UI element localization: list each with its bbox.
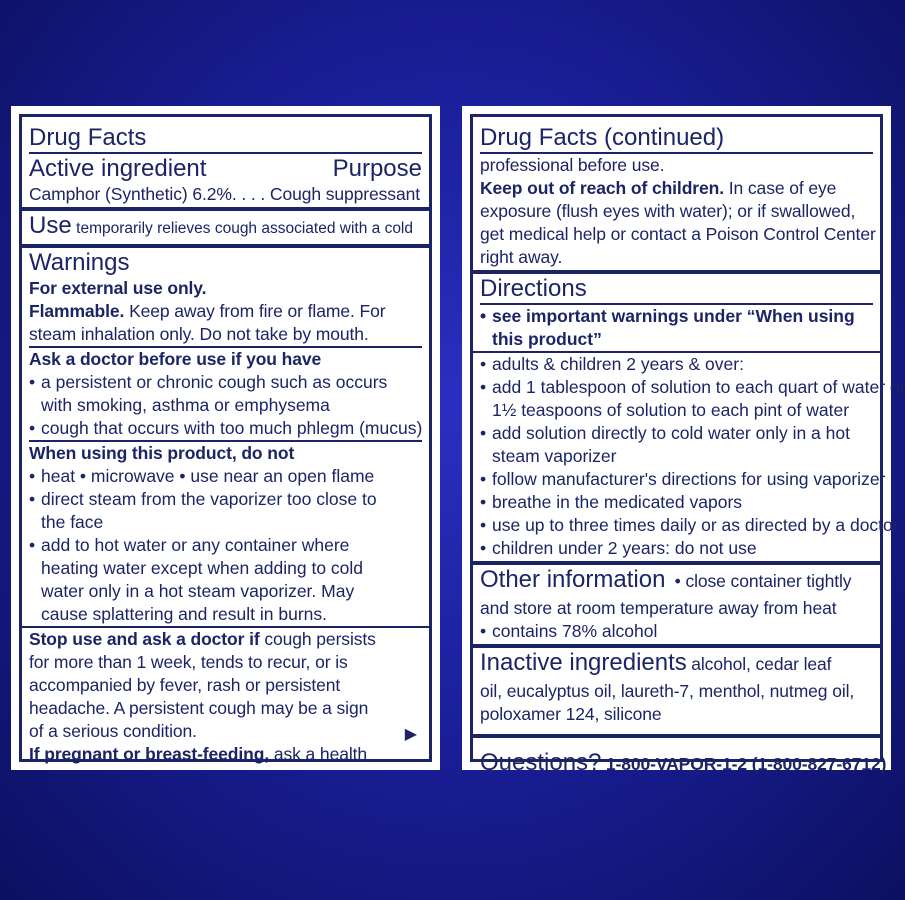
list-item-cont: with smoking, asthma or emphysema (41, 395, 330, 415)
questions-header: Questions? (480, 749, 602, 776)
list-item-cont: cause splattering and result in burns. (22, 603, 429, 628)
keep-out-line-3: get medical help or contact a Poison Control Center (480, 224, 876, 244)
list-item: • use up to three times daily or as directed by a doctor. (480, 515, 903, 535)
other-info-line-1: • close container tightly (669, 571, 852, 591)
list-item: • direct steam from the vaporizer too close to (29, 489, 377, 509)
inactive-line-2: oil, eucalyptus oil, laureth-7, menthol, nutmeg oil, (480, 681, 855, 701)
list-item-cont: steam vaporizer (492, 446, 617, 466)
keep-out-line: Keep out of reach of children. In case of eye (480, 178, 837, 198)
list-item: • adults & children 2 years & over: (480, 354, 744, 374)
questions-section (480, 748, 887, 780)
inactive-section (480, 648, 873, 680)
stop-use-line: Stop use and ask a doctor if cough persists (29, 629, 376, 649)
purpose-header: Purpose (332, 155, 422, 182)
list-item: • cough that occurs with too much phlegm (mucus) (29, 417, 422, 442)
steam-inhalation-line: steam inhalation only. Do not take by mouth. (29, 323, 422, 348)
use-header: Use (29, 212, 72, 239)
list-item: • see important warnings under “When using (480, 306, 855, 326)
other-info-line-2: and store at room temperature away from heat (480, 598, 837, 618)
flammable-line: Flammable. Keep away from fire or flame. For (29, 301, 386, 321)
when-using-header: When using this product, do not (29, 443, 295, 463)
list-item: • contains 78% alcohol (480, 621, 658, 641)
directions-header: Directions (480, 274, 873, 305)
active-ingredient-header-row (29, 154, 422, 183)
questions-phone: 1-800-VAPOR-1-2 (1-800-827-6712) (605, 754, 887, 774)
external-use-line: For external use only. (29, 278, 207, 298)
list-item-cont: this product” (473, 328, 880, 353)
drug-facts-title: Drug Facts (29, 123, 422, 154)
warnings-header: Warnings (29, 249, 130, 276)
drug-facts-panel-left (11, 106, 440, 770)
ingredient-line: Camphor (Synthetic) 6.2%. . . . Cough suppressant (29, 184, 420, 204)
inactive-header: Inactive ingredients (480, 649, 687, 676)
list-item: • children under 2 years: do not use (480, 538, 757, 558)
keep-out-line-2: exposure (flush eyes with water); or if swallowed, (480, 201, 856, 221)
other-info-section (480, 565, 873, 597)
stop-use-line-2: for more than 1 week, tends to recur, or is (29, 652, 348, 672)
pregnant-line: If pregnant or breast-feeding, ask a health (29, 744, 368, 764)
list-item: • add 1 tablespoon of solution to each quart of water or (480, 377, 905, 397)
other-info-header: Other information (480, 566, 666, 593)
list-item-cont: water only in a hot steam vaporizer. May (41, 581, 355, 601)
active-ingredient-header: Active ingredient (29, 155, 207, 182)
drug-facts-panel-right (462, 106, 905, 776)
ask-doctor-header: Ask a doctor before use if you have (29, 349, 322, 369)
use-section (29, 211, 422, 243)
list-item: • a persistent or chronic cough such as occurs (29, 372, 388, 392)
drug-facts-frame-right (470, 114, 905, 776)
list-item-cont: the face (41, 512, 104, 532)
use-text: temporarily relieves cough associated with a cold (76, 220, 414, 237)
inactive-line-3: poloxamer 124, silicone (480, 704, 662, 724)
list-item: • follow manufacturer's directions for using vaporizer (480, 469, 886, 489)
list-item-cont: heating water except when adding to cold (41, 558, 364, 578)
drug-facts-frame-left (19, 114, 432, 762)
list-item: • add to hot water or any container where (29, 535, 350, 555)
continue-arrow-icon: ▶ (404, 726, 417, 743)
list-item: • heat • microwave • use near an open flame (29, 466, 375, 486)
stop-use-line-5: of a serious condition. (29, 721, 197, 741)
list-item: • breathe in the medicated vapors (480, 492, 743, 512)
list-item-cont: 1½ teaspoons of solution to each pint of water (492, 400, 850, 420)
stop-use-line-4: headache. A persistent cough may be a sign (29, 698, 369, 718)
keep-out-line-4: right away. (480, 247, 563, 267)
drug-facts-continued-title: Drug Facts (continued) (480, 123, 873, 154)
inactive-line-1: alcohol, cedar leaf (691, 654, 832, 674)
list-item: • add solution directly to cold water only in a hot (480, 423, 850, 443)
continued-line: professional before use. (480, 155, 665, 175)
stop-use-line-3: accompanied by fever, rash or persistent (29, 675, 341, 695)
